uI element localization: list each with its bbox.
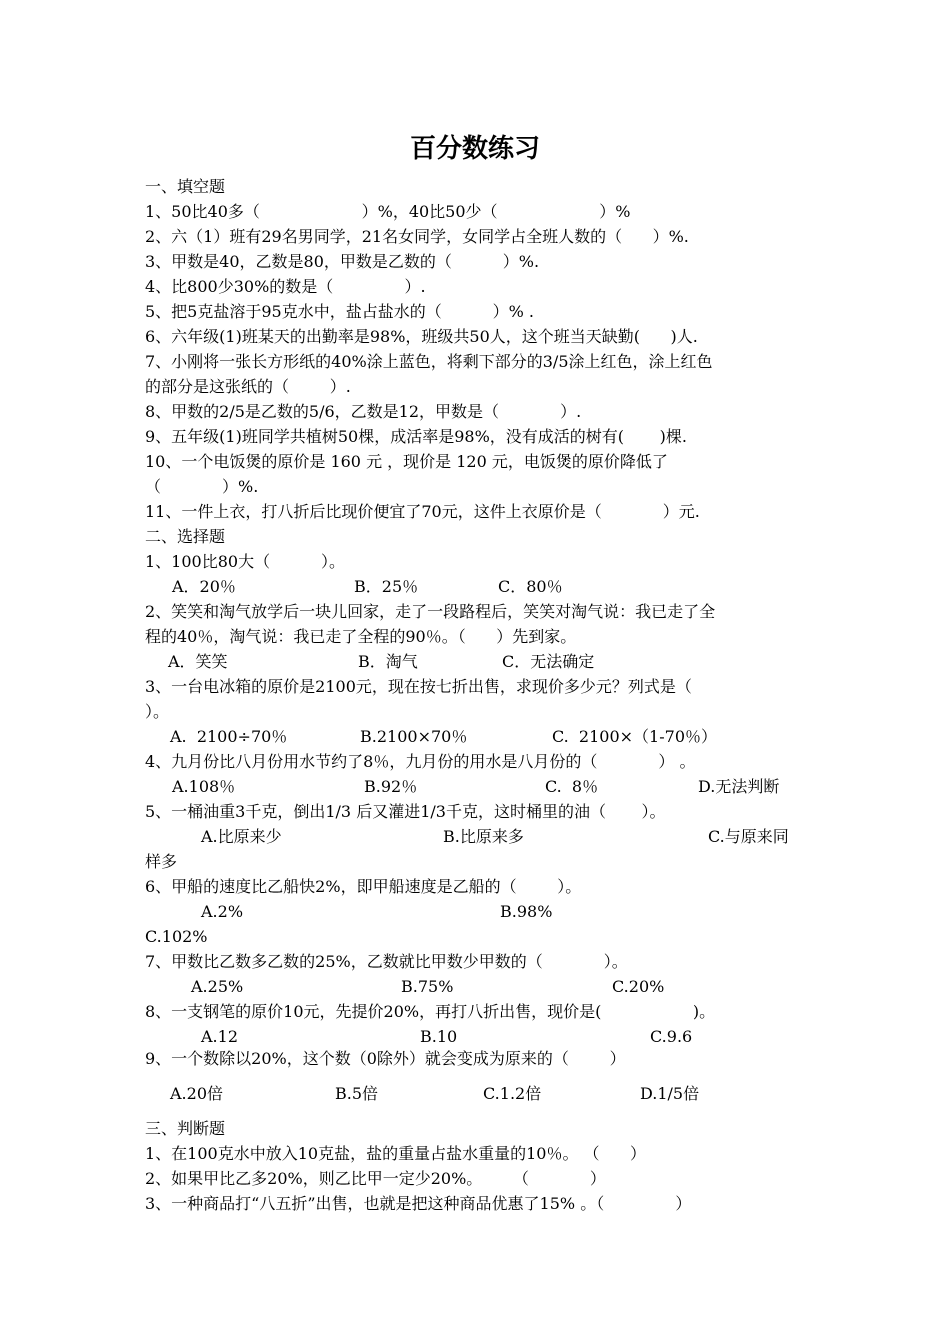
choice-5-option-c: C.与原来同 <box>708 827 789 846</box>
fill-question-9: 9、五年级(1)班同学共植树50棵，成活率是98%，没有成活的树有( )棵. <box>145 427 687 446</box>
choice-4-option-b: B.92％ <box>364 777 418 796</box>
choice-8-option-b: B.10 <box>420 1027 458 1046</box>
choice-9-option-d: D.1/5倍 <box>640 1084 700 1103</box>
choice-2-option-a: A．笑笑 <box>168 652 228 671</box>
fill-question-7-line-1: 7、小刚将一张长方形纸的40%涂上蓝色，将剩下部分的3/5涂上红色，涂上红色 <box>145 352 713 371</box>
choice-1-option-a: A．20％ <box>172 577 236 596</box>
choice-question-7: 7、甲数比乙数多乙数的25%，乙数就比甲数少甲数的（ ）。 <box>145 952 628 971</box>
choice-question-4: 4、九月份比八月份用水节约了8％，九月份的用水是八月份的（ ） 。 <box>145 752 696 771</box>
choice-9-option-a: A.20倍 <box>170 1084 224 1103</box>
choice-4-option-a: A.108％ <box>172 777 236 796</box>
fill-question-10-line-1: 10、一个电饭煲的原价是 160 元 ，现价是 120 元，电饭煲的原价降低了 <box>145 452 668 471</box>
fill-question-6: 6、六年级(1)班某天的出勤率是98%，班级共50人，这个班当天缺勤( )人. <box>145 327 698 346</box>
choice-5-option-b: B.比原来多 <box>443 827 524 846</box>
choice-6-option-b: B.98% <box>500 902 553 921</box>
choice-question-3-line-1: 3、一台电冰箱的原价是2100元，现在按七折出售，求现价多少元？列式是（ <box>145 677 692 696</box>
fill-question-4: 4、比800少30%的数是（ ）. <box>145 277 426 296</box>
choice-5-option-c-continued: 样多 <box>145 852 178 871</box>
choice-6-option-c: C.102% <box>145 927 208 946</box>
choice-question-5: 5、一桶油重3千克，倒出1/3 后又灌进1/3千克，这时桶里的油（ ）。 <box>145 802 666 821</box>
judge-question-1: 1、在100克水中放入10克盐，盐的重量占盐水重量的10％。 （ ） <box>145 1144 647 1163</box>
fill-question-8: 8、甲数的2/5是乙数的5/6，乙数是12，甲数是（ ）. <box>145 402 582 421</box>
fill-question-5: 5、把5克盐溶于95克水中，盐占盐水的（ ）% . <box>145 302 534 321</box>
choice-question-2-line-1: 2、笑笑和淘气放学后一块儿回家，走了一段路程后，笑笑对淘气说：我已走了全 <box>145 602 716 621</box>
choice-6-option-a: A.2% <box>201 902 244 921</box>
judge-question-2: 2、如果甲比乙多20%，则乙比甲一定少20%。 （ ） <box>145 1169 606 1188</box>
choice-9-option-b: B.5倍 <box>335 1084 379 1103</box>
choice-3-option-b: B.2100×70％ <box>360 727 468 746</box>
fill-question-7-line-2: 的部分是这张纸的（ ）. <box>145 377 351 396</box>
judge-question-3: 3、一种商品打“八五折”出售，也就是把这种商品优惠了15% 。（ ） <box>145 1194 692 1213</box>
fill-question-3: 3、甲数是40，乙数是80，甲数是乙数的（ ）%. <box>145 252 540 271</box>
section-heading-true-false: 三、判断题 <box>145 1119 226 1138</box>
choice-1-option-b: B．25％ <box>354 577 419 596</box>
choice-4-option-c: C. 8％ <box>545 777 599 796</box>
choice-5-option-a: A.比原来少 <box>201 827 282 846</box>
choice-2-option-b: B．淘气 <box>358 652 418 671</box>
choice-7-option-b: B.75% <box>401 977 454 996</box>
section-heading-fill-in: 一、填空题 <box>145 177 226 196</box>
page-title: 百分数练习 <box>409 134 540 164</box>
choice-question-6: 6、甲船的速度比乙船快2%，即甲船速度是乙船的（ ）。 <box>145 877 582 896</box>
choice-question-3-line-2: ）。 <box>145 702 170 721</box>
choice-8-option-a: A.12 <box>201 1027 238 1046</box>
choice-question-9: 9、一个数除以20%，这个数（0除外）就会变成为原来的（ ） <box>145 1049 626 1068</box>
section-heading-choice: 二、选择题 <box>145 527 226 546</box>
choice-question-1: 1、100比80大（ ）。 <box>145 552 345 571</box>
choice-question-2-line-2: 程的40％，淘气说：我已走了全程的90％。（ ）先到家。 <box>145 627 577 646</box>
fill-question-1: 1、50比40多（ ）%，40比50少（ ）% <box>145 202 631 221</box>
choice-1-option-c: C．80％ <box>498 577 563 596</box>
choice-3-option-c: C. 2100×（1-70％） <box>552 727 718 746</box>
choice-8-option-c: C.9.6 <box>650 1027 693 1046</box>
fill-question-10-line-2: （ ）%. <box>145 477 259 496</box>
choice-2-option-c: C．无法确定 <box>502 652 595 671</box>
fill-question-2: 2、六（1）班有29名男同学，21名女同学，女同学占全班人数的（ ）%. <box>145 227 689 246</box>
choice-7-option-a: A.25% <box>191 977 244 996</box>
choice-4-option-d: D.无法判断 <box>698 777 780 796</box>
choice-question-8: 8、一支钢笔的原价10元，先提价20%，再打八折出售，现价是( )。 <box>145 1002 716 1021</box>
choice-7-option-c: C.20% <box>612 977 665 996</box>
choice-9-option-c: C.1.2倍 <box>483 1084 542 1103</box>
fill-question-11: 11、一件上衣，打八折后比现价便宜了70元，这件上衣原价是（ ）元. <box>145 502 700 521</box>
choice-3-option-a: A. 2100÷70％ <box>170 727 288 746</box>
